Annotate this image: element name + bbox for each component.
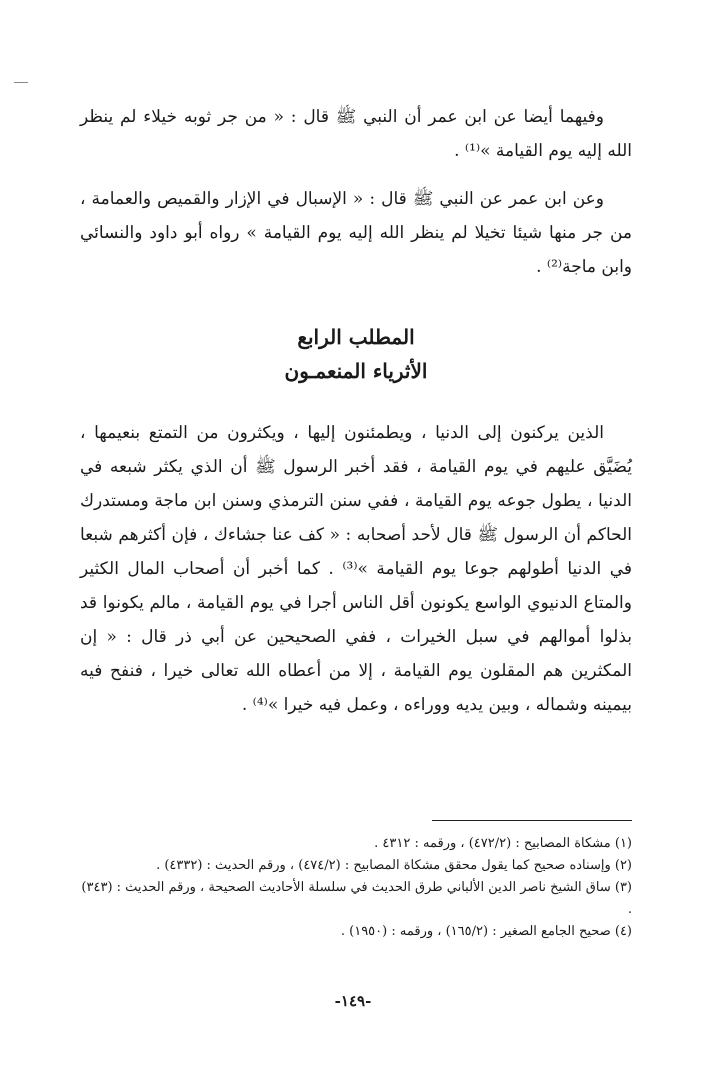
- page-number: -١٤٩-: [334, 992, 372, 1010]
- section-heading: [80, 320, 632, 388]
- section-title: المطلب الرابع: [297, 325, 415, 349]
- paragraph-hadith-2: وعن ابن عمر عن النبي ﷺ قال : « الإسبال في الإزار والقميص والعمامة ، من جر منها شيئا تخيلا لم ينظر الله إليه يوم القيامة » رواه أبو داود والنسائي وابن ماجة⁽²⁾ .: [80, 189, 632, 277]
- margin-mark: [14, 82, 28, 83]
- footnote-1: (١) مشكاة المصابيح : (٤٧٢/٢) ، ورقمه : ٤٣١٢ .: [374, 836, 632, 851]
- paragraph-hadith-1: وفيهما أيضا عن ابن عمر أن النبي ﷺ قال : « من جر ثوبه خيلاء لم ينظر الله إليه يوم القيامة »⁽¹⁾ .: [80, 107, 632, 161]
- footnote-2: (٢) وإسناده صحيح كما يقول محقق مشكاة المصابيح : (٤٧٤/٢) ، ورقم الحديث : (٤٣٣٢) .: [156, 858, 632, 873]
- section-subtitle: الأثرياء المنعمـون: [284, 359, 428, 383]
- main-text: [80, 100, 632, 736]
- footnotes: [80, 820, 632, 943]
- footnote-3: (٣) ساق الشيخ ناصر الدين الألباني طرق الحديث في سلسلة الأحاديث الصحيحة ، ورقم الحديث : (٣٤٣) .: [81, 880, 632, 917]
- paragraph-body: الذين يركنون إلى الدنيا ، ويطمئنون إليها ، ويكثرون من التمتع بنعيمها ، يُضَيَّق عليهم في يوم القيامة ، فقد أخبر الرسول ﷺ أن الذي يكثر شبعه في الدنيا ، يطول جوعه يوم القيامة ، ففي سنن الترمذي وسنن ابن ماجة ومستدرك الحاكم أن الرسول ﷺ قال لأحد أصحابه : « كف عنا جشاءك ، فإن أكثرهم شبعا في الدنيا أطولهم جوعا يوم القيامة »⁽³⁾ . كما أخبر أن أصحاب المال الكثير والمتاع الدنيوي الواسع يكونون أقل الناس أجرا في يوم القيامة ، مالم يكونوا قد بذلوا أموالهم في سبل الخيرات ، ففي الصحيحين عن أبي ذر قال : « إن المكثرين هم المقلون يوم القيامة ، إلا من أعطاه الله تعالى خيرا ، فنفح فيه بيمينه وشماله ، وبين يديه ووراءه ، وعمل فيه خيرا »⁽⁴⁾ .: [80, 423, 632, 715]
- footnote-4: (٤) صحيح الجامع الصغير : (١٦٥/٢) ، ورقمه : (١٩٥٠) .: [340, 924, 632, 939]
- footnote-divider: [432, 820, 632, 821]
